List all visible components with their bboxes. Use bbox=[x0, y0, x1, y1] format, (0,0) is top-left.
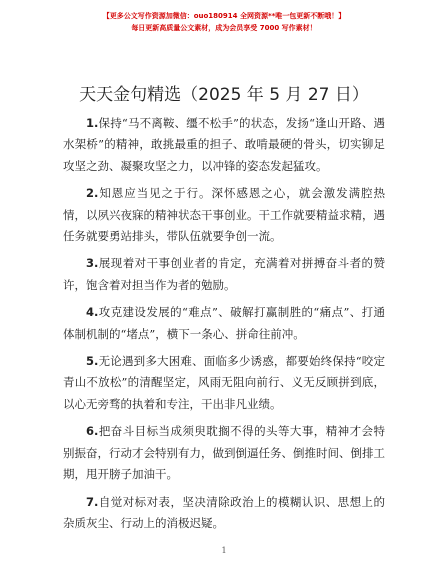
paragraph-2 bbox=[63, 183, 385, 247]
promo-banner bbox=[0, 10, 448, 34]
page-number: 1 bbox=[221, 546, 227, 555]
paragraph-5 bbox=[63, 351, 385, 415]
paragraph-text: 展现着对干事创业者的肯定，充满着对拼搏奋斗者的赞许，饱含着对担当作为者的勉励。 bbox=[63, 256, 385, 292]
paragraph-7 bbox=[63, 492, 385, 535]
paragraph-text: 保持“马不离鞍、缰不松手”的状态，发扬“逢山开路、遇水架桥”的精神，敢挑最重的担子、敢啃最硬的骨头，切实铆足攻坚之劲、凝聚攻坚之力，以冲锋的姿态发起猛攻。 bbox=[63, 116, 385, 173]
paragraph-text: 把奋斗目标当成须臾耽搁不得的头等大事，精神才会特别振奋，行动才会特别有力，做到倒逼任务、倒推时间、倒排工期，甩开膀子加油干。 bbox=[63, 424, 385, 482]
paragraph-4 bbox=[63, 302, 385, 345]
paragraph-text: 知恩应当见之于行。深怀感恩之心，就会激发满腔热情，以夙兴夜寐的精神状态干事创业。干工作就要精益求精，遇任务就要勇站排头，带队伍就要争创一流。 bbox=[63, 186, 385, 244]
paragraph-number: 5. bbox=[86, 354, 99, 369]
paragraph-number: 4. bbox=[86, 305, 99, 320]
promo-banner-line2: 每日更新高质量公文素材，成为会员享受 7000 写作素材！ bbox=[131, 24, 317, 32]
paragraph-1 bbox=[63, 113, 385, 177]
paragraph-text: 无论遇到多大困难、面临多少诱惑，都要始终保持“咬定青山不放松”的清醒坚定，风雨无阻向前行、义无反顾拼到底，以心无旁骛的执着和专注，干出非凡业绩。 bbox=[63, 354, 385, 411]
paragraph-number: 2. bbox=[86, 186, 99, 201]
paragraph-number: 7. bbox=[86, 494, 99, 509]
paragraph-number: 3. bbox=[86, 256, 99, 271]
promo-banner-line1: 【更多公文写作资源加微信：ouo180914 全网资源**唯一包更新不断哦！】 bbox=[102, 12, 346, 20]
paragraph-text: 攻克建设发展的“难点”、破解打赢制胜的“痛点”、打通体制机制的“堵点”，横下一条心、拼命往前冲。 bbox=[63, 305, 385, 341]
paragraph-3 bbox=[63, 253, 385, 296]
paragraph-text: 自觉对标对表，坚决清除政治上的模糊认识、思想上的杂质灰尘、行动上的消极迟疑。 bbox=[63, 494, 385, 530]
paragraph-6 bbox=[63, 421, 385, 485]
document-body bbox=[63, 113, 385, 540]
paragraph-number: 6. bbox=[86, 424, 99, 439]
document-title: 天天金句精选（2025 年 5 月 27 日） bbox=[79, 85, 369, 105]
paragraph-number: 1. bbox=[86, 116, 99, 130]
